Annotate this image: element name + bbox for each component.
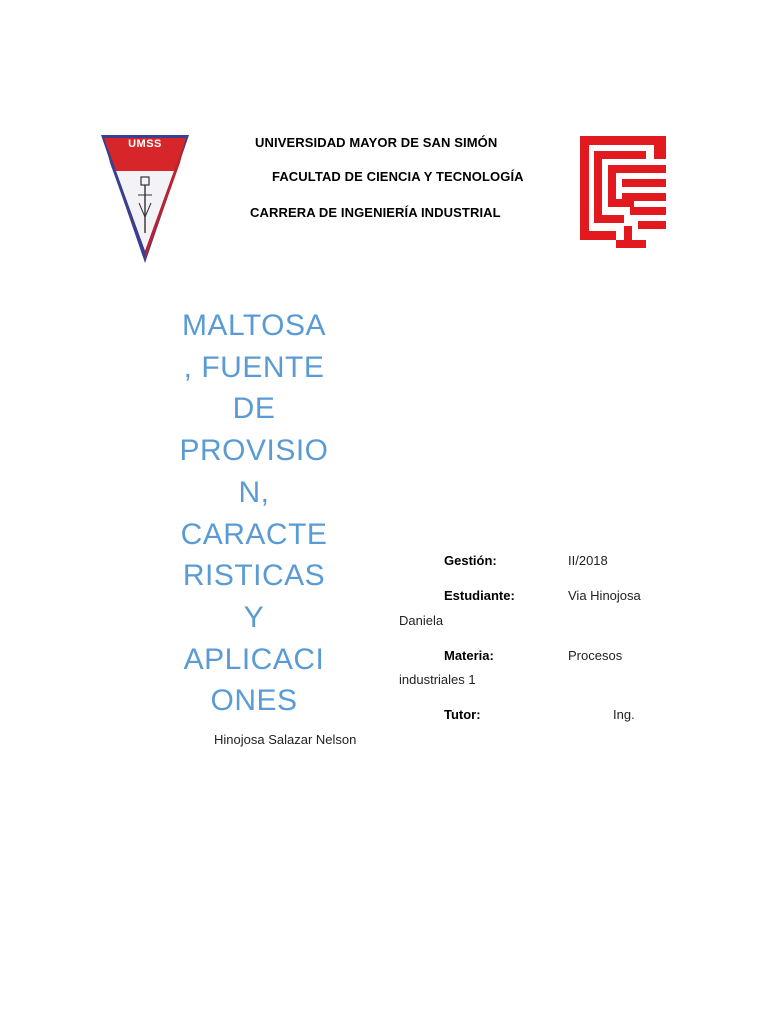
umss-logo xyxy=(100,133,190,265)
tutor-label: Tutor: xyxy=(444,707,481,722)
tutor-value: Ing. xyxy=(613,707,635,722)
fcyt-maze-icon xyxy=(578,134,668,250)
document-title xyxy=(168,305,340,722)
title-line: Y xyxy=(243,600,265,634)
title-line: RISTICAS xyxy=(182,559,326,593)
title-line: MALTOSA xyxy=(181,309,327,342)
materia-value: Procesos xyxy=(568,648,623,663)
estudiante-value: Via Hinojosa xyxy=(568,588,641,603)
estudiante-value-continued: Daniela xyxy=(399,613,444,628)
title-line: APLICACI xyxy=(183,642,325,676)
title-line: N, xyxy=(238,475,270,509)
gestion-label: Gestión: xyxy=(444,553,497,568)
university-name: UNIVERSIDAD MAYOR DE SAN SIMÓN xyxy=(255,135,498,150)
career-name: CARRERA DE INGENIERÍA INDUSTRIAL xyxy=(250,205,501,220)
title-line: , FUENTE xyxy=(183,350,325,384)
materia-value-continued: industriales 1 xyxy=(399,672,476,687)
gestion-value: II/2018 xyxy=(568,553,608,568)
title-line: CARACTE xyxy=(180,517,328,551)
title-line: PROVISIO xyxy=(179,434,329,468)
umss-shield-icon xyxy=(100,133,190,265)
title-line: DE xyxy=(232,392,276,426)
fcyt-logo xyxy=(578,134,668,250)
title-line: ONES xyxy=(210,684,298,718)
estudiante-label: Estudiante: xyxy=(444,588,515,603)
materia-label: Materia: xyxy=(444,648,494,663)
faculty-name: FACULTAD DE CIENCIA Y TECNOLOGÍA xyxy=(272,169,524,184)
tutor-value-continued: Hinojosa Salazar Nelson xyxy=(214,732,357,747)
umss-logo-text: UMSS xyxy=(128,138,162,150)
